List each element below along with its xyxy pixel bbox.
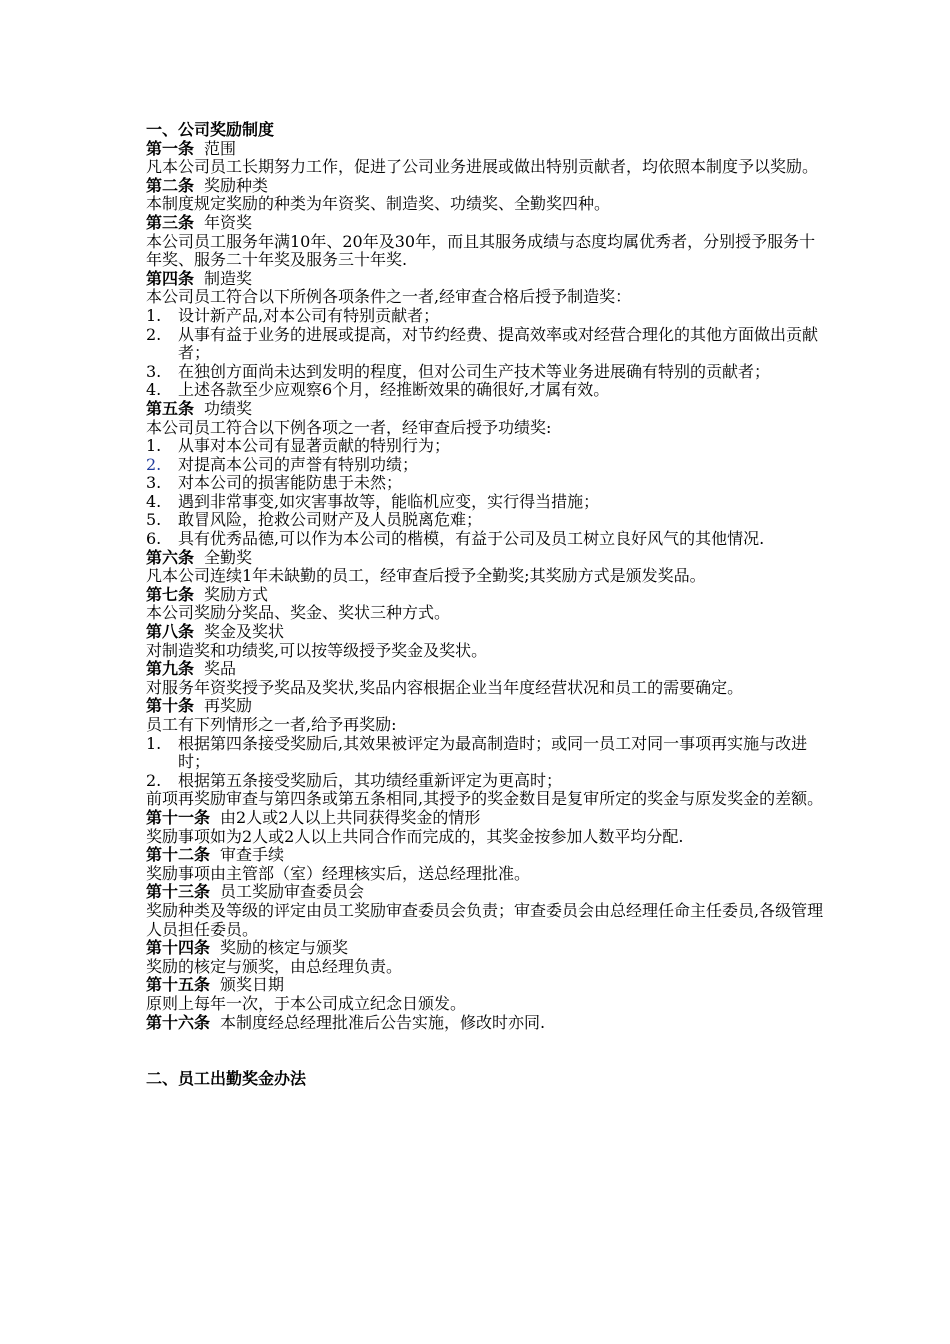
article-title: 制造奖 xyxy=(204,268,253,288)
article-number: 第六条 xyxy=(146,547,195,567)
article-7 xyxy=(146,586,826,605)
list-item: 1. 根据第四条接受奖励后,其效果被评定为最高制造时；或同一员工对同一事项再实施与改进时； xyxy=(146,733,808,772)
article-body: 凡本公司员工长期努力工作，促进了公司业务进展或做出特别贡献者，均依照本制度予以奖励。 xyxy=(146,157,819,177)
article-body: 奖励的核定与颁奖，由总经理负责。 xyxy=(146,956,403,976)
article-body-tail: 前项再奖励审查与第四条或第五条相同,其授予的奖金数目是复审所定的奖金与原发奖金的差额。 xyxy=(146,789,824,809)
article-14 xyxy=(146,939,826,958)
article-8 xyxy=(146,623,826,642)
list-item: 4. 上述各款至少应观察6个月，经推断效果的确很好,才属有效。 xyxy=(146,380,610,400)
list-item: 2. 对提高本公司的声誉有特别功绩； xyxy=(146,454,419,474)
article-number: 第十三条 xyxy=(146,882,211,902)
article-body: 原则上每年一次，于本公司成立纪念日颁发。 xyxy=(146,993,467,1013)
article-number: 第五条 xyxy=(146,398,195,418)
article-body: 奖励事项如为2人或2人以上共同合作而完成的，其奖金按参加人数平均分配. xyxy=(146,826,684,846)
article-5 xyxy=(146,400,826,419)
article-number: 第七条 xyxy=(146,584,195,604)
section-title-1: 一、公司奖励制度 xyxy=(146,120,275,139)
article-body: 本制度规定奖励的种类为年资奖、制造奖、功绩奖、全勤奖四种。 xyxy=(146,194,611,214)
article-number: 第十四条 xyxy=(146,938,211,958)
section-title-2: 二、员工出勤奖金办法 xyxy=(146,1069,307,1089)
article-title: 审查手续 xyxy=(220,845,285,865)
article-3 xyxy=(146,214,826,233)
list-item: 2. 根据第五条接受奖励后，其功绩经重新评定为更高时； xyxy=(146,770,563,790)
article-number: 第十一条 xyxy=(146,807,211,827)
article-body: 本公司员工符合以下所例各项条件之一者,经审查合格后授予制造奖： xyxy=(146,287,632,307)
article-13 xyxy=(146,883,826,902)
article-number: 第八条 xyxy=(146,622,195,642)
article-body: 员工有下列情形之一者,给予再奖励: xyxy=(146,715,397,734)
list-item: 3. 对本公司的损害能防患于未然； xyxy=(146,473,403,493)
article-number: 第三条 xyxy=(146,212,195,232)
article-title: 全勤奖 xyxy=(204,547,253,567)
article-title: 奖金及奖状 xyxy=(204,622,285,642)
article-title: 年资奖 xyxy=(204,212,253,232)
article-11 xyxy=(146,809,826,828)
article-9 xyxy=(146,660,826,679)
article-title: 本制度经总经理批准后公告实施，修改时亦同. xyxy=(220,1012,546,1032)
article-title: 奖品 xyxy=(204,659,237,679)
article-1 xyxy=(146,140,826,159)
article-2 xyxy=(146,177,826,196)
list-item: 3. 在独创方面尚未达到发明的程度，但对公司生产技术等业务进展确有特别的贡献者； xyxy=(146,361,771,381)
section-gap xyxy=(146,1032,826,1070)
article-number: 第九条 xyxy=(146,659,195,679)
article-title: 颁奖日期 xyxy=(220,975,285,995)
article-title: 范围 xyxy=(204,138,237,158)
list-item: 5. 敢冒风险，抢救公司财产及人员脱离危难； xyxy=(146,510,483,530)
article-body: 奖励事项由主管部（室）经理核实后，送总经理批准。 xyxy=(146,863,531,883)
article-title: 奖励方式 xyxy=(204,584,269,604)
article-body: 奖励种类及等级的评定由员工奖励审查委员会负责；审查委员会由总经理任命主任委员,各级管理人员担任委员。 xyxy=(146,900,824,939)
article-10 xyxy=(146,697,826,716)
article-title: 员工奖励审查委员会 xyxy=(220,882,365,902)
article-title: 奖励种类 xyxy=(204,175,269,195)
article-title: 由2人或2人以上共同获得奖金的情形 xyxy=(220,807,481,827)
article-number: 第十条 xyxy=(146,696,195,716)
list-item: 2. 从事有益于业务的进展或提高，对节约经费、提高效率或对经营合理化的其他方面做出贡献者； xyxy=(146,324,819,363)
list-item: 4. 遇到非常事变,如灾害事故等，能临机应变，实行得当措施； xyxy=(146,491,600,511)
article-body: 凡本公司连续1年未缺勤的员工，经审查后授予全勤奖;其奖励方式是颁发奖品。 xyxy=(146,566,706,586)
article-4 xyxy=(146,270,826,289)
list-item: 1. 设计新产品,对本公司有特别贡献者； xyxy=(146,305,440,325)
article-16 xyxy=(146,1014,826,1033)
article-number: 第一条 xyxy=(146,138,195,158)
article-12 xyxy=(146,846,826,865)
article-title: 奖励的核定与颁奖 xyxy=(220,938,349,958)
article-number: 第十二条 xyxy=(146,845,211,865)
article-body: 本公司员工服务年满10年、20年及30年，而且其服务成绩与态度均属优秀者，分别授予服务十年奖、服务二十年奖及服务三十年奖. xyxy=(146,231,816,270)
article-number: 第四条 xyxy=(146,268,195,288)
list-item: 6. 具有优秀品德,可以作为本公司的楷模，有益于公司及员工树立良好风气的其他情况. xyxy=(146,529,765,549)
article-title: 再奖励 xyxy=(204,696,253,716)
article-title: 功绩奖 xyxy=(204,398,253,418)
list-item: 1. 从事对本公司有显著贡献的特别行为； xyxy=(146,436,451,456)
article-body: 本公司员工符合以下例各项之一者，经审查后授予功绩奖: xyxy=(146,417,552,437)
document-page xyxy=(146,121,826,1089)
article-15 xyxy=(146,976,826,995)
article-body: 对制造奖和功绩奖,可以按等级授予奖金及奖状。 xyxy=(146,640,488,660)
article-6 xyxy=(146,549,826,568)
article-number: 第十六条 xyxy=(146,1012,211,1032)
article-number: 第十五条 xyxy=(146,975,211,995)
article-number: 第二条 xyxy=(146,175,195,195)
article-body: 对服务年资奖授予奖品及奖状,奖品内容根据企业当年度经营状况和员工的需要确定。 xyxy=(146,677,744,697)
article-body: 本公司奖励分奖品、奖金、奖状三种方式。 xyxy=(146,603,451,623)
